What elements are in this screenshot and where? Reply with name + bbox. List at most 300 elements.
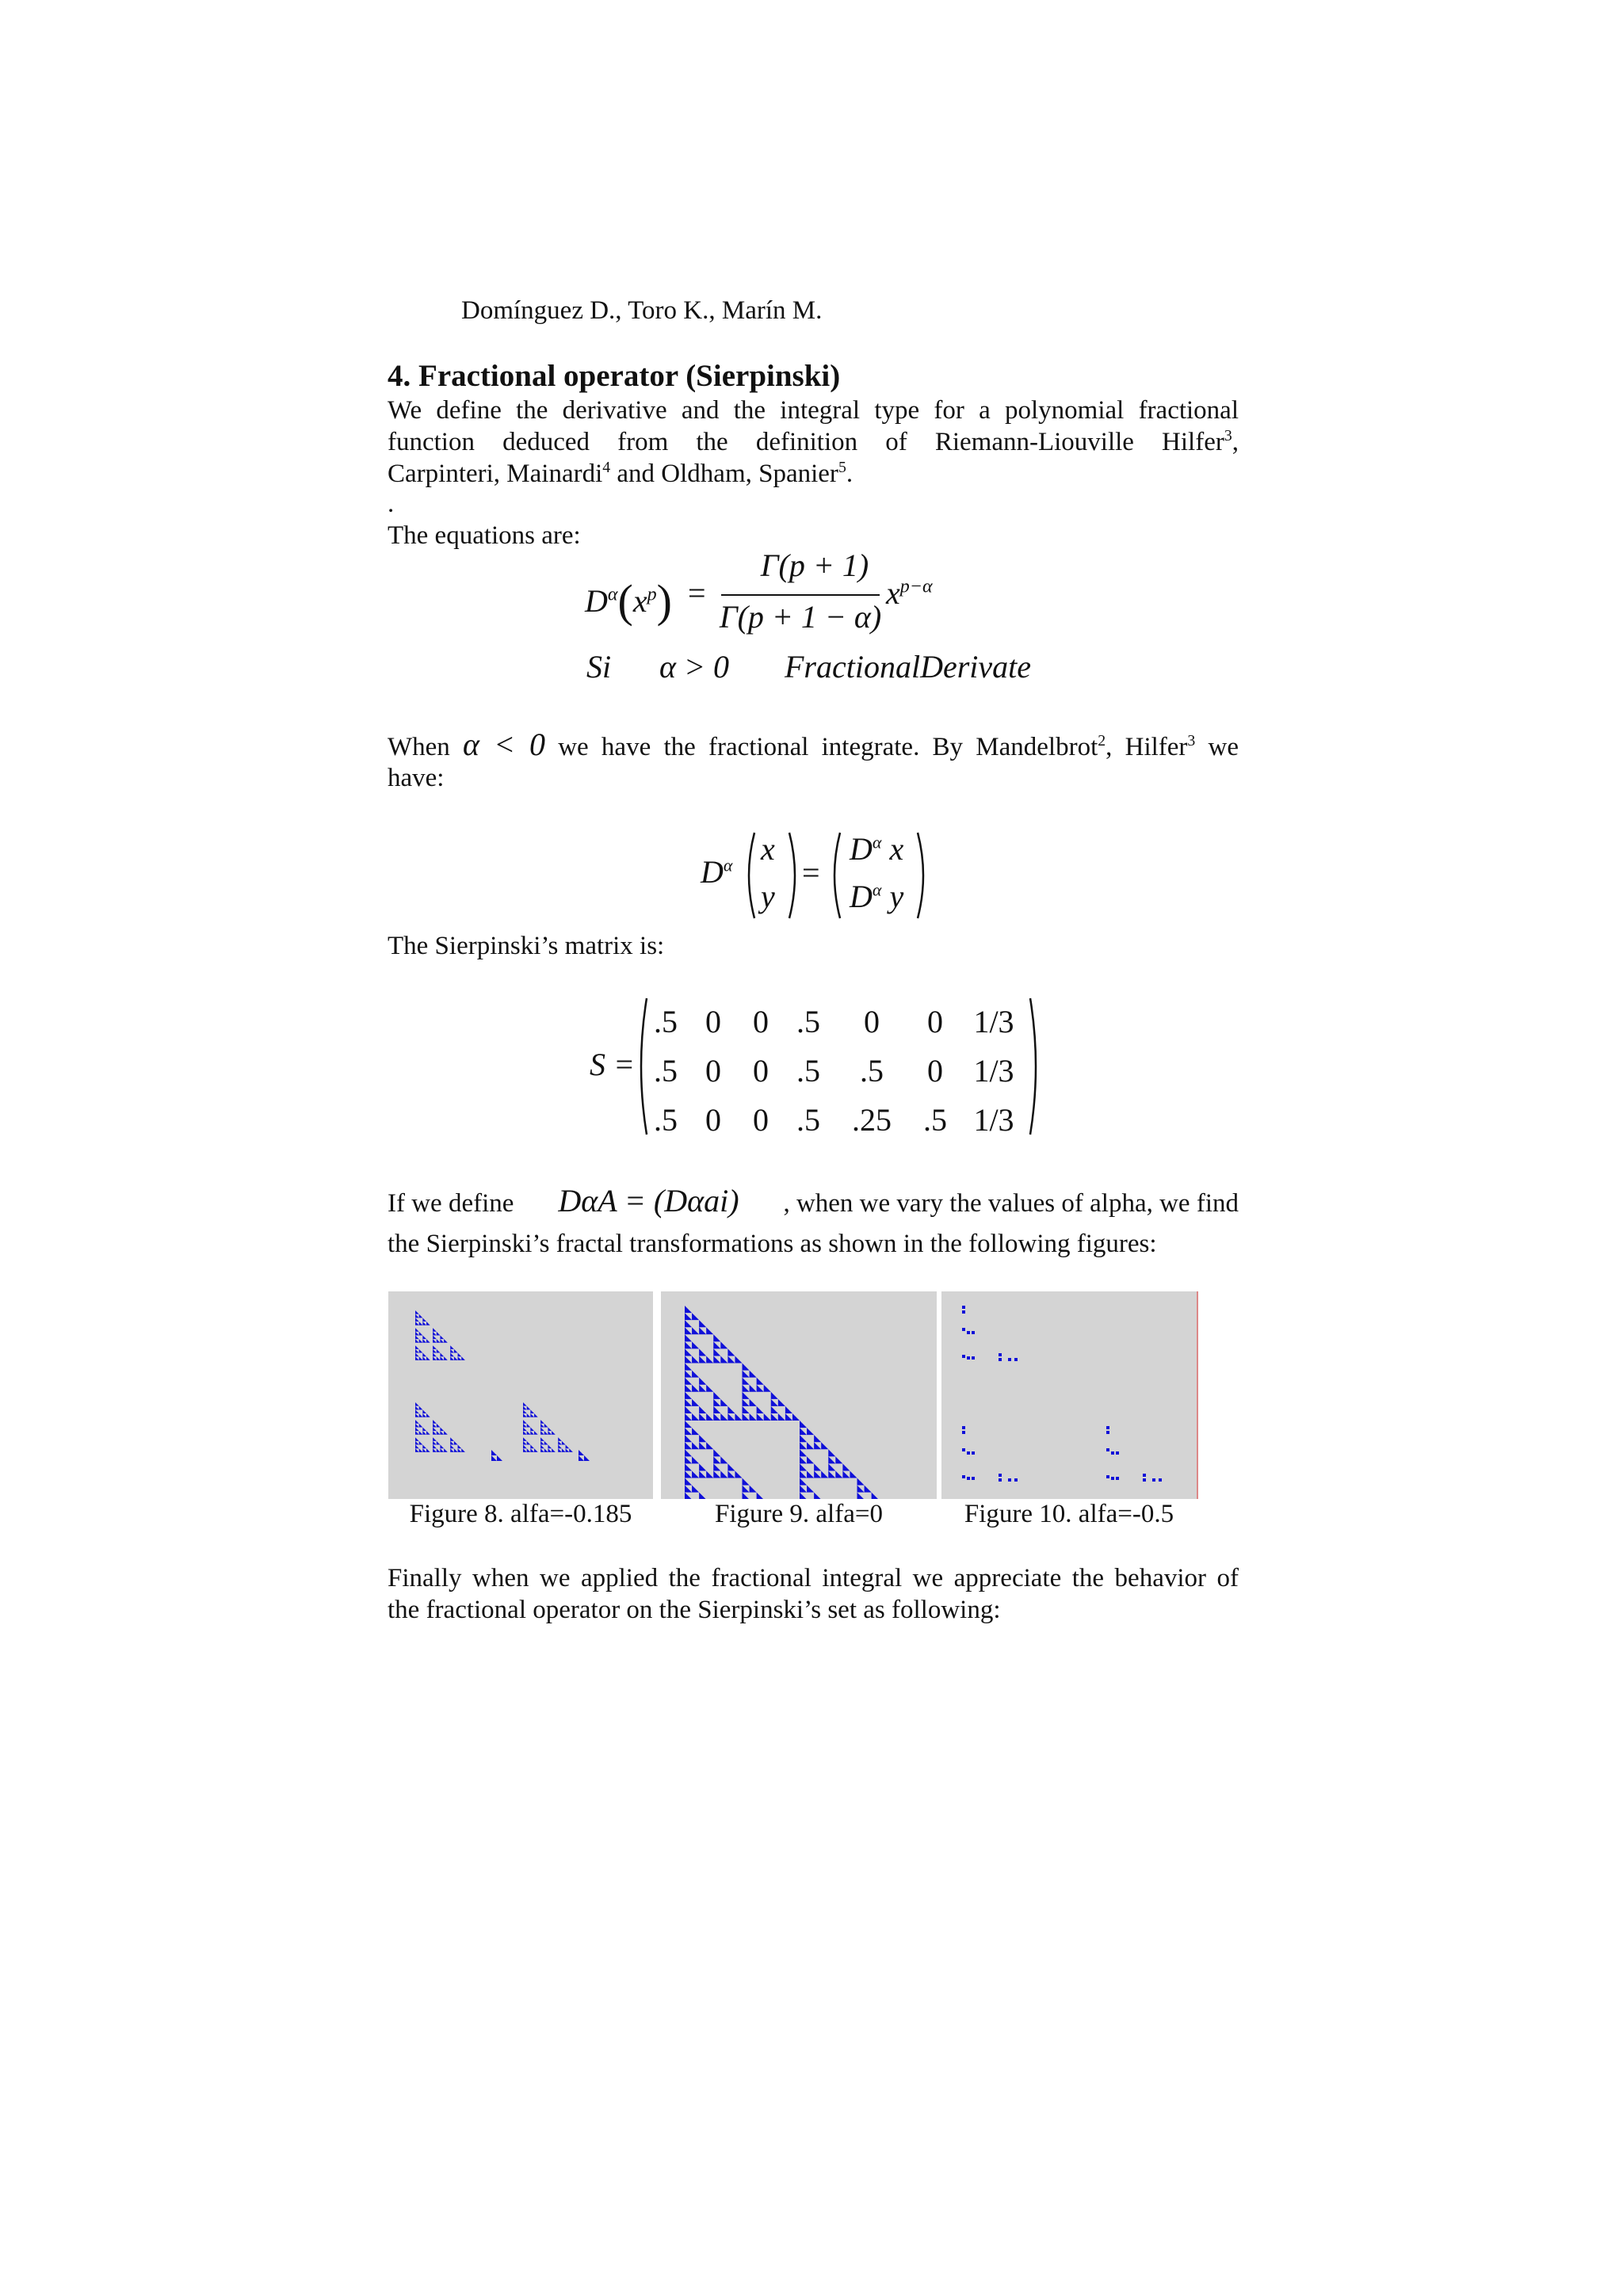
fractal-triangle — [534, 1431, 538, 1435]
fractal-triangle — [426, 1431, 430, 1435]
fractal-mark — [962, 1426, 965, 1429]
fractal-triangle — [415, 1318, 419, 1322]
matrix-cell: .5 — [860, 1053, 884, 1089]
fractal-triangle — [579, 1455, 584, 1461]
fractal-triangle — [685, 1406, 692, 1413]
matrix-cell: 0 — [927, 1053, 943, 1089]
fractal-triangle — [422, 1427, 426, 1431]
fractal-triangle — [454, 1448, 458, 1452]
fractal-triangle — [699, 1413, 706, 1421]
fractal-triangle — [713, 1406, 720, 1413]
fractal-triangle — [450, 1349, 454, 1353]
matrix-cell: 1/3 — [973, 1053, 1014, 1089]
fractal-mark — [1008, 1358, 1011, 1361]
define-line-1: If we define DαA = (Dαai) , when we vary the values of alpha, we find — [388, 1183, 1239, 1219]
fractal-triangle — [419, 1431, 423, 1435]
closing-line-1: Finally when we applied the fractional integral we appreciate the behavior of — [388, 1564, 1239, 1592]
fractal-triangle — [422, 1339, 426, 1343]
section-title: 4. Fractional operator (Sierpinski) — [388, 359, 841, 393]
fractal-triangle — [842, 1463, 850, 1470]
fractal-mark — [1008, 1478, 1011, 1482]
fractal-triangle — [530, 1409, 534, 1413]
fractal-mark — [962, 1355, 965, 1358]
fractal-triangle — [544, 1448, 548, 1452]
fractal-triangle — [692, 1442, 699, 1449]
fractal-triangle — [461, 1356, 465, 1360]
fractal-triangle — [800, 1456, 807, 1463]
fractal-triangle — [530, 1413, 534, 1417]
matrix-cell: 0 — [864, 1004, 880, 1039]
fractal-triangle — [444, 1339, 448, 1343]
fractal-mark — [962, 1306, 965, 1309]
fractal-triangle — [450, 1353, 454, 1357]
fractal-triangle — [685, 1428, 692, 1435]
fractal-triangle — [426, 1322, 430, 1325]
fractal-triangle — [800, 1442, 807, 1449]
fractal-triangle — [743, 1493, 750, 1499]
fractal-triangle — [692, 1470, 699, 1478]
fractal-triangle — [523, 1424, 527, 1428]
fractal-triangle — [419, 1314, 423, 1318]
fractal-triangle — [523, 1402, 527, 1406]
matrix-cell: .5 — [923, 1102, 947, 1138]
fractal-triangle — [437, 1448, 441, 1452]
fractal-triangle — [558, 1448, 562, 1452]
fractal-triangle — [685, 1486, 692, 1493]
fractal-triangle — [440, 1353, 444, 1357]
fractal-triangle — [692, 1327, 699, 1334]
eq2-x: x — [761, 831, 775, 867]
fractal-triangle — [458, 1448, 462, 1452]
fractal-triangle — [458, 1356, 462, 1360]
fractal-triangle — [807, 1486, 814, 1493]
eq2-equals: = — [802, 855, 820, 891]
fractal-mark — [1152, 1478, 1155, 1482]
fractal-triangle — [814, 1463, 821, 1470]
fractal-triangle — [842, 1470, 850, 1478]
fractal-triangle — [433, 1448, 437, 1452]
fractal-triangle — [692, 1428, 699, 1435]
fractal-triangle — [415, 1349, 419, 1353]
fractal-triangle — [720, 1413, 727, 1421]
fractal-triangle — [548, 1431, 552, 1435]
fractal-triangle — [419, 1448, 423, 1452]
fractal-triangle — [743, 1399, 750, 1406]
fractal-triangle — [530, 1448, 534, 1452]
fractal-mark — [999, 1358, 1002, 1361]
fractal-triangle — [491, 1450, 497, 1455]
fractal-triangle — [743, 1413, 750, 1421]
fractal-triangle — [757, 1406, 764, 1413]
fractal-triangle — [433, 1424, 437, 1428]
fractal-triangle — [685, 1470, 692, 1478]
fractal-triangle — [720, 1356, 727, 1363]
fractal-triangle — [835, 1470, 842, 1478]
eq2-y: y — [761, 879, 775, 914]
fractal-triangle — [415, 1427, 419, 1431]
fractal-triangle — [865, 1486, 872, 1493]
fractal-triangle — [527, 1424, 531, 1428]
fractal-triangle — [544, 1441, 548, 1445]
fractal-triangle — [579, 1450, 584, 1455]
eq1-condition: α > 0 — [659, 649, 729, 685]
eq1-denominator: Γ(p + 1 − α) — [719, 599, 882, 635]
fractal-triangle — [527, 1413, 531, 1417]
fractal-triangle — [757, 1378, 764, 1385]
fractal-triangle — [713, 1470, 720, 1478]
fractal-triangle — [530, 1427, 534, 1431]
fractal-triangle — [720, 1399, 727, 1406]
fractal-triangle — [692, 1413, 699, 1421]
fractal-triangle — [491, 1455, 497, 1461]
fractal-triangle — [540, 1441, 544, 1445]
fractal-mark — [962, 1475, 965, 1478]
fractal-triangle — [706, 1327, 713, 1334]
fractal-triangle — [692, 1385, 699, 1392]
matrix-cell: 1/3 — [973, 1102, 1014, 1138]
fractal-triangle — [426, 1339, 430, 1343]
fractal-triangle — [433, 1349, 437, 1353]
fractal-triangle — [699, 1356, 706, 1363]
fractal-triangle — [558, 1445, 562, 1449]
fractal-triangle — [828, 1449, 835, 1456]
matrix-cell: .5 — [796, 1102, 820, 1138]
fractal-triangle — [771, 1399, 778, 1406]
fractal-triangle — [422, 1335, 426, 1339]
fractal-triangle — [444, 1448, 448, 1452]
fractal-triangle — [422, 1322, 426, 1325]
fractal-triangle — [444, 1356, 448, 1360]
fractal-triangle — [692, 1371, 699, 1378]
fractal-triangle — [433, 1339, 437, 1343]
fractal-triangle — [454, 1441, 458, 1445]
fractal-triangle — [685, 1435, 692, 1442]
fractal-triangle — [685, 1378, 692, 1385]
fractal-triangle — [437, 1431, 441, 1435]
fractal-triangle — [800, 1486, 807, 1493]
when-line-2: have: — [388, 764, 445, 792]
matrix-grid — [634, 995, 1046, 1138]
fractal-triangle — [444, 1431, 448, 1435]
fractal-triangle — [527, 1441, 531, 1445]
fractal-triangle — [685, 1493, 692, 1499]
fractal-mark — [967, 1477, 970, 1480]
fractal-triangle — [699, 1463, 706, 1470]
fractal-triangle — [415, 1406, 419, 1410]
fractal-triangle — [422, 1448, 426, 1452]
fractal-triangle — [437, 1349, 441, 1353]
fractal-triangle — [706, 1356, 713, 1363]
fractal-triangle — [415, 1332, 419, 1336]
stray-dot: . — [388, 490, 395, 518]
fractal-triangle — [437, 1339, 441, 1343]
fractal-triangle — [540, 1424, 544, 1428]
fractal-mark — [1014, 1478, 1018, 1482]
fractal-triangle — [857, 1478, 865, 1486]
fractal-triangle — [800, 1478, 807, 1486]
fractal-triangle — [757, 1493, 764, 1499]
fractal-triangle — [419, 1424, 423, 1428]
fractal-mark — [962, 1448, 965, 1451]
fractal-triangle — [440, 1356, 444, 1360]
fractal-triangle — [699, 1320, 706, 1327]
fractal-triangle — [857, 1486, 865, 1493]
fractal-triangle — [699, 1470, 706, 1478]
fractal-triangle — [450, 1441, 454, 1445]
fractal-triangle — [566, 1448, 570, 1452]
fractal-triangle — [727, 1356, 735, 1363]
fractal-mark — [962, 1310, 965, 1314]
fractal-triangle — [685, 1456, 692, 1463]
fractal-triangle — [415, 1345, 419, 1349]
fractal-triangle — [558, 1437, 562, 1441]
fractal-triangle — [415, 1413, 419, 1417]
fractal-triangle — [706, 1413, 713, 1421]
fractal-triangle — [771, 1413, 778, 1421]
figure-9-caption: Figure 9. alfa=0 — [715, 1500, 883, 1528]
fractal-triangle — [523, 1420, 527, 1424]
figure-8-caption: Figure 8. alfa=-0.185 — [409, 1500, 632, 1528]
fractal-triangle — [743, 1385, 750, 1392]
fractal-triangle — [685, 1385, 692, 1392]
eq1-rhs: $x^{p-\alpha}$ — [886, 575, 933, 611]
intro-line-1: We define the derivative and the integral type for a polynomial fractional — [388, 396, 1239, 425]
fractal-triangle — [548, 1448, 552, 1452]
fractal-triangle — [685, 1399, 692, 1406]
fractal-triangle — [523, 1448, 527, 1452]
matrix-cell: .5 — [654, 1004, 678, 1039]
fractal-triangle — [450, 1448, 454, 1452]
fractal-triangle — [458, 1445, 462, 1449]
fractal-triangle — [415, 1339, 419, 1343]
fractal-triangle — [527, 1448, 531, 1452]
fractal-mark — [1116, 1451, 1119, 1455]
fractal-triangle — [720, 1341, 727, 1348]
fractal-triangle — [433, 1356, 437, 1360]
fractal-triangle — [548, 1445, 552, 1449]
fractal-triangle — [415, 1353, 419, 1357]
fractal-triangle — [750, 1399, 757, 1406]
fractal-mark — [972, 1356, 975, 1360]
fractal-triangle — [800, 1428, 807, 1435]
fractal-triangle — [828, 1470, 835, 1478]
eq1-equals: = — [688, 575, 706, 611]
fractal-triangle — [685, 1313, 692, 1320]
fractal-triangle — [523, 1431, 527, 1435]
fractal-triangle — [454, 1356, 458, 1360]
fractal-triangle — [857, 1493, 865, 1499]
fractal-mark — [1106, 1431, 1109, 1434]
fractal-triangle — [440, 1431, 444, 1435]
fractal-triangle — [685, 1327, 692, 1334]
fractal-triangle — [419, 1406, 423, 1410]
fractal-triangle — [713, 1392, 720, 1399]
fractal-triangle — [527, 1406, 531, 1410]
fractal-mark — [962, 1328, 965, 1331]
fractal-triangle — [872, 1493, 879, 1499]
fractal-triangle — [422, 1353, 426, 1357]
fractal-mark — [1159, 1478, 1162, 1482]
fractal-mark — [1106, 1448, 1109, 1451]
figure-9-image — [661, 1291, 937, 1499]
fractal-triangle — [419, 1339, 423, 1343]
fractal-triangle — [685, 1334, 692, 1341]
fractal-triangle — [685, 1363, 692, 1371]
fractal-triangle — [422, 1356, 426, 1360]
closing-line-2: the fractional operator on the Sierpinski’s set as following: — [388, 1596, 1001, 1624]
fractal-triangle — [692, 1313, 699, 1320]
define-formula: DαA = (Dαai) — [558, 1183, 739, 1219]
fractal-triangle — [713, 1356, 720, 1363]
fractal-triangle — [422, 1318, 426, 1322]
fractal-triangle — [685, 1371, 692, 1378]
fractal-triangle — [685, 1348, 692, 1356]
fractal-triangle — [422, 1413, 426, 1417]
fractal-triangle — [523, 1406, 527, 1410]
fractal-triangle — [735, 1356, 742, 1363]
fractal-triangle — [415, 1445, 419, 1449]
fractal-triangle — [764, 1413, 771, 1421]
fractal-triangle — [437, 1356, 441, 1360]
fractal-triangle — [415, 1335, 419, 1339]
fractal-triangle — [699, 1442, 706, 1449]
fractal-triangle — [727, 1413, 735, 1421]
fractal-mark — [967, 1451, 970, 1455]
fractal-triangle — [685, 1421, 692, 1428]
eq1-numerator: Γ(p + 1) — [760, 547, 869, 583]
fractal-mark — [1106, 1475, 1109, 1478]
matrix-cell: 0 — [705, 1053, 721, 1089]
fractal-triangle — [807, 1428, 814, 1435]
define-line-2: the Sierpinski’s fractal transformations as shown in the following figures: — [388, 1230, 1157, 1258]
fractal-triangle — [706, 1442, 713, 1449]
fractal-mark — [972, 1451, 975, 1455]
fractal-triangle — [800, 1463, 807, 1470]
fractal-triangle — [415, 1431, 419, 1435]
fractal-triangle — [440, 1445, 444, 1449]
fractal-triangle — [685, 1341, 692, 1348]
fractal-triangle — [699, 1327, 706, 1334]
fractal-triangle — [699, 1378, 706, 1385]
fractal-triangle — [433, 1353, 437, 1357]
matrix-cell: .5 — [654, 1053, 678, 1089]
matrix-cell: 0 — [753, 1004, 769, 1039]
fractal-triangle — [566, 1445, 570, 1449]
fractal-triangle — [713, 1463, 720, 1470]
fractal-triangle — [800, 1493, 807, 1499]
fractal-triangle — [720, 1470, 727, 1478]
fractal-triangle — [835, 1456, 842, 1463]
fractal-triangle — [544, 1431, 548, 1435]
fractal-triangle — [743, 1478, 750, 1486]
fractal-triangle — [415, 1409, 419, 1413]
fractal-triangle — [771, 1406, 778, 1413]
fractal-mark — [1014, 1358, 1018, 1361]
fractal-triangle — [807, 1442, 814, 1449]
fractal-triangle — [685, 1442, 692, 1449]
fractal-triangle — [757, 1385, 764, 1392]
fractal-triangle — [415, 1328, 419, 1332]
fractal-triangle — [778, 1399, 785, 1406]
fractal-triangle — [415, 1402, 419, 1406]
fractal-triangle — [735, 1413, 742, 1421]
fractal-mark — [967, 1356, 970, 1360]
fractal-triangle — [419, 1356, 423, 1360]
fractal-triangle — [415, 1441, 419, 1445]
fractal-triangle — [692, 1456, 699, 1463]
fractal-triangle — [685, 1413, 692, 1421]
fractal-triangle — [523, 1427, 527, 1431]
fractal-triangle — [419, 1349, 423, 1353]
fractal-triangle — [778, 1413, 785, 1421]
matrix-intro: The Sierpinski’s matrix is: — [388, 932, 665, 960]
fractal-triangle — [433, 1437, 437, 1441]
fractal-triangle — [814, 1470, 821, 1478]
fractal-triangle — [800, 1421, 807, 1428]
fractal-triangle — [534, 1448, 538, 1452]
fractal-triangle — [523, 1441, 527, 1445]
fractal-triangle — [699, 1385, 706, 1392]
fractal-triangle — [422, 1431, 426, 1435]
fractal-triangle — [415, 1424, 419, 1428]
matrix-cell: .25 — [852, 1102, 892, 1138]
fractal-triangle — [523, 1409, 527, 1413]
fractal-triangle — [534, 1413, 538, 1417]
fractal-mark — [999, 1353, 1002, 1356]
fractal-triangle — [685, 1320, 692, 1327]
fractal-triangle — [828, 1456, 835, 1463]
fractal-triangle — [743, 1392, 750, 1399]
fractal-triangle — [713, 1341, 720, 1348]
fractal-triangle — [540, 1420, 544, 1424]
fractal-triangle — [699, 1435, 706, 1442]
fractal-triangle — [540, 1448, 544, 1452]
fractal-triangle — [828, 1463, 835, 1470]
fractal-triangle — [814, 1493, 821, 1499]
fractal-triangle — [685, 1463, 692, 1470]
fractal-triangle — [706, 1385, 713, 1392]
fractal-triangle — [699, 1348, 706, 1356]
fractal-triangle — [540, 1431, 544, 1435]
fractal-triangle — [699, 1493, 706, 1499]
fractal-mark — [972, 1331, 975, 1334]
fractal-triangle — [437, 1332, 441, 1336]
fractal-triangle — [440, 1339, 444, 1343]
fractal-triangle — [548, 1427, 552, 1431]
fractal-triangle — [569, 1448, 573, 1452]
fractal-triangle — [450, 1437, 454, 1441]
fractal-triangle — [461, 1448, 465, 1452]
fractal-triangle — [743, 1363, 750, 1371]
fractal-triangle — [800, 1435, 807, 1442]
fractal-triangle — [692, 1399, 699, 1406]
eq2-Dx: $D^\alpha$ x — [850, 831, 904, 867]
fractal-triangle — [562, 1448, 566, 1452]
eq1-si: Si — [586, 649, 612, 685]
fractal-triangle — [692, 1486, 699, 1493]
fractal-mark — [1106, 1426, 1109, 1429]
fractal-triangle — [552, 1448, 556, 1452]
fractal-triangle — [792, 1413, 800, 1421]
fractal-triangle — [692, 1356, 699, 1363]
fractal-triangle — [530, 1431, 534, 1435]
fractal-triangle — [433, 1328, 437, 1332]
fractal-triangle — [433, 1441, 437, 1445]
fractal-triangle — [807, 1456, 814, 1463]
fractal-mark — [962, 1431, 965, 1434]
matrix-cell: 0 — [927, 1004, 943, 1039]
fractal-triangle — [426, 1413, 430, 1417]
